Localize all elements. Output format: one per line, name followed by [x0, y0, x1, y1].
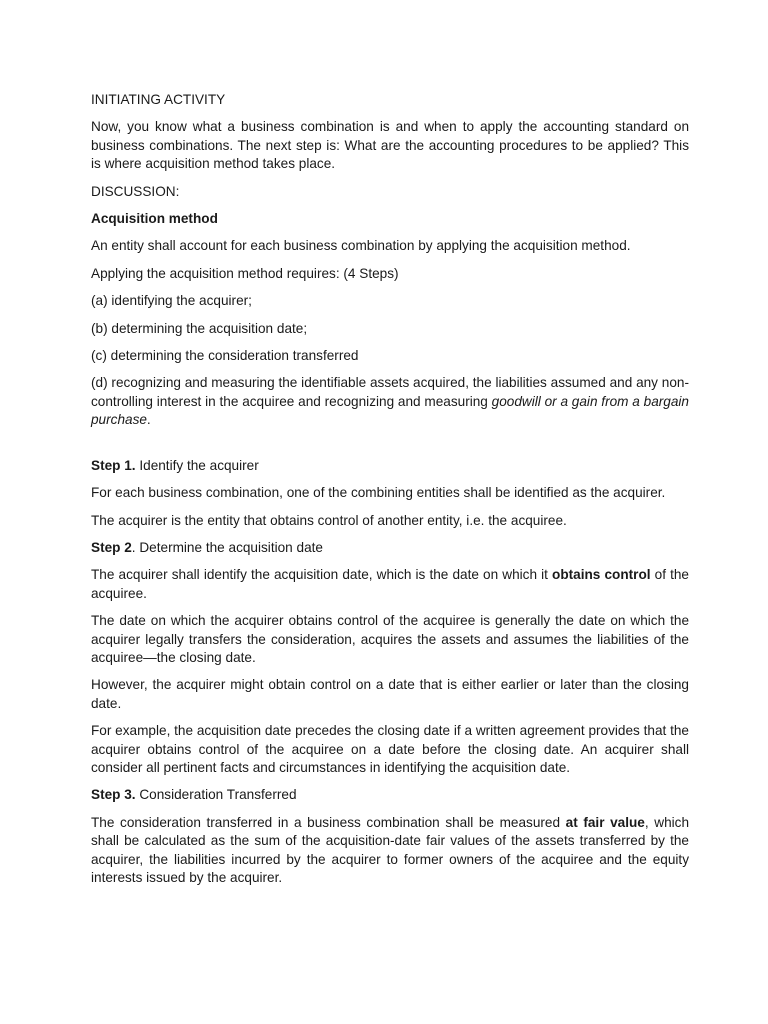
step-item-a: (a) identifying the acquirer; — [91, 293, 252, 309]
step2-title: . Determine the acquisition date — [131, 539, 323, 555]
step3-p1-end: , which shall be calculated as the sum of the acquisition-date fair values of the assets transferred by the acquirer, the liabilities incurred by the acquirer to former owners of the acquiree and the equity interests issued by the acquirer. — [91, 814, 690, 885]
step3-p1-text: The consideration transferred in a business combination shall be measured — [91, 814, 566, 830]
spacer — [91, 439, 689, 457]
step1-paragraph-2: The acquirer is the entity that obtains control of another entity, i.e. the acquiree. — [91, 512, 567, 528]
document-page — [91, 91, 689, 896]
step3-p1-bold: at fair value — [565, 814, 645, 830]
step1-heading — [91, 457, 689, 475]
step3-heading — [91, 786, 689, 804]
step3-paragraph-1 — [91, 814, 689, 888]
step-item-b: (b) determining the acquisition date; — [91, 320, 308, 336]
step-item-c: (c) determining the consideration transferred — [91, 348, 359, 364]
step2-heading — [91, 539, 689, 557]
step2-paragraph-1 — [91, 566, 689, 603]
step1-paragraph-1: For each business combination, one of the combining entities shall be identified as the acquirer. — [91, 485, 666, 501]
step3-label: Step 3. — [91, 787, 136, 803]
step3-title: Consideration Transferred — [135, 787, 297, 803]
discussion-label: DISCUSSION: — [91, 183, 180, 199]
acquisition-statement: An entity shall account for each business combination by applying the acquisition method. — [91, 238, 631, 254]
acquisition-method-title: Acquisition method — [91, 211, 218, 227]
step-item-d-italic: goodwill or a gain from a bargain purchase — [91, 393, 689, 428]
step2-paragraph-4: For example, the acquisition date precedes the closing date if a written agreement provides that the acquirer obtains control of the acquiree on a date before the closing date. An acquirer shall consider all pertinent facts and circumstances in identifying the acquisition date. — [91, 723, 689, 775]
step-item-d-end: . — [146, 412, 151, 428]
section-heading: INITIATING ACTIVITY — [91, 92, 226, 107]
intro-paragraph: Now, you know what a business combination is and when to apply the accounting standard on business combinations. The next step is: What are the accounting procedures to be applied? This is where acquisition method takes place. — [91, 119, 689, 172]
step-item-d-text: (d) recognizing and measuring the identifiable assets acquired, the liabilities assumed and any non-controlling interest in the acquiree and recognizing and measuring — [91, 375, 689, 409]
step-item-d — [91, 374, 689, 429]
steps-intro: Applying the acquisition method requires: (4 Steps) — [91, 265, 399, 281]
step2-paragraph-2: The date on which the acquirer obtains control of the acquiree is generally the date on which the acquirer legally transfers the consideration, acquires the assets and assumes the liabilities of the acquiree—the closing date. — [91, 613, 689, 665]
step1-title: Identify the acquirer — [135, 457, 259, 473]
step1-label: Step 1. — [91, 457, 136, 473]
step2-p1-text: The acquirer shall identify the acquisition date, which is the date on which it — [91, 567, 553, 583]
step2-paragraph-3: However, the acquirer might obtain control on a date that is either earlier or later than the closing date. — [91, 677, 689, 711]
step2-label: Step 2 — [91, 539, 132, 555]
step2-p1-bold: obtains control — [552, 567, 651, 583]
step2-p1-end: of the acquiree. — [91, 567, 689, 601]
